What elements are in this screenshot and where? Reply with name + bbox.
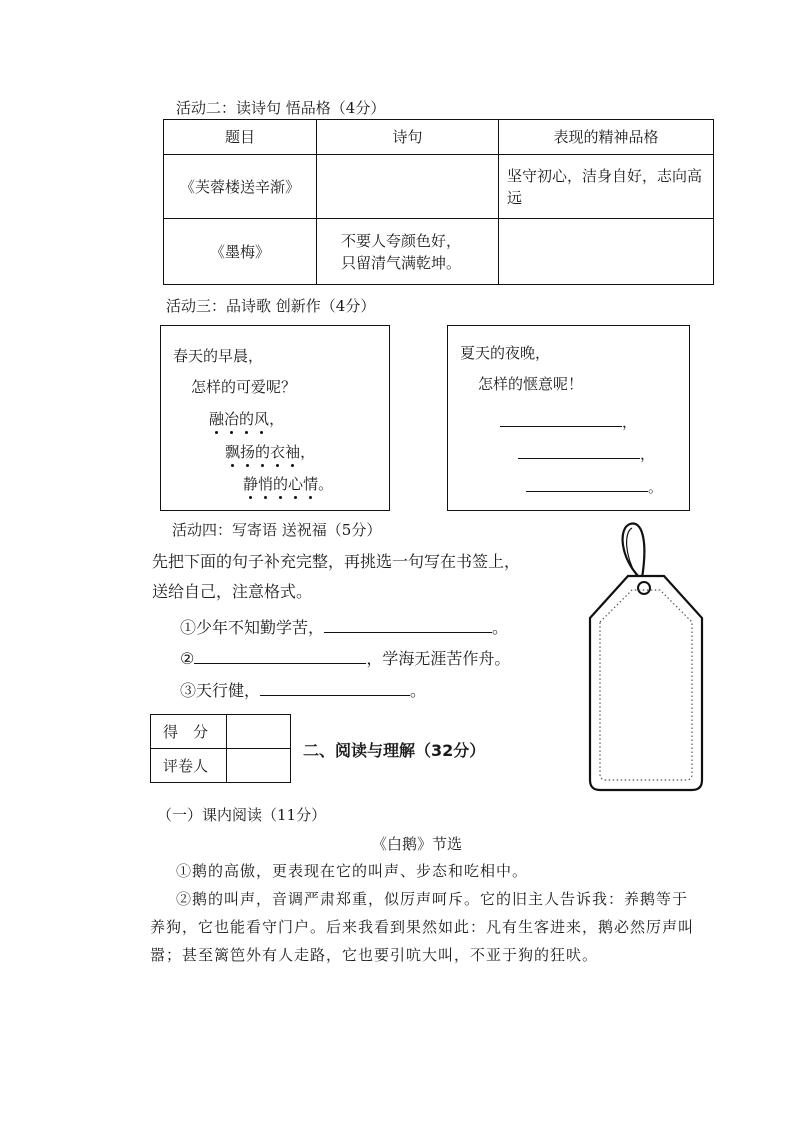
row1-quality: 坚守初心，洁身自好，志向高远 <box>499 155 714 219</box>
spring-line5: 静悄的心情。 <box>243 475 334 493</box>
bookmark-outline <box>590 576 702 790</box>
activity4-instruction-line1: 先把下面的句子补充完整，再挑选一句写在书签上， <box>152 552 521 571</box>
activity2-heading: 活动二：读诗句 悟品格（4分） <box>176 99 386 117</box>
item2-prefix: ② <box>180 649 195 668</box>
summer-end1: ， <box>622 413 638 431</box>
item3-prefix: ③天行健， <box>180 681 261 700</box>
item1-blank[interactable] <box>324 616 492 633</box>
header-verse: 诗句 <box>317 120 499 155</box>
activity3-heading: 活动三：品诗歌 创新作（4分） <box>166 297 376 315</box>
passage-p2-line2: 养狗，它也能看守门户。后来我看到果然如此：凡有生客进来，鹅必然厉声叫 <box>150 918 695 936</box>
summer-poem-box <box>447 325 690 511</box>
poem-quality-table <box>163 119 714 285</box>
score-box <box>150 714 291 783</box>
section2-title: 二、阅读与理解（32分） <box>303 741 486 760</box>
spring-line4: 飘扬的衣袖， <box>225 443 316 461</box>
row2-verse-line1: 不要人夸颜色好， <box>341 231 462 250</box>
activity4-heading: 活动四：写寄语 送祝福（5分） <box>172 521 382 539</box>
item1-prefix: ①少年不知勤学苦， <box>180 618 325 637</box>
passage-p1: ①鹅的高傲，更表现在它的叫声、步态和吃相中。 <box>176 862 529 880</box>
item1-suffix: 。 <box>492 618 509 637</box>
passage-title: 《白鹅》节选 <box>372 835 463 853</box>
spring-line1: 春天的早晨， <box>173 347 264 365</box>
item2-suffix: ，学海无涯苦作舟。 <box>366 649 511 668</box>
row1-verse-answer[interactable] <box>317 155 499 219</box>
summer-blank-line3[interactable] <box>526 475 663 497</box>
summer-blank-line1[interactable] <box>500 410 637 432</box>
score-label: 得 分 <box>151 715 227 749</box>
spring-line3: 融冶的风， <box>209 410 285 428</box>
score-value-cell[interactable] <box>227 715 291 749</box>
part1-heading: （一）课内阅读（11分） <box>157 806 327 824</box>
passage-p2-line3: 嚣；甚至篱笆外有人走路，它也要引吭大叫，不亚于狗的狂吠。 <box>150 946 599 964</box>
summer-end2: ， <box>640 445 656 463</box>
row2-quality-answer[interactable] <box>499 219 714 285</box>
summer-blank2[interactable] <box>518 442 640 459</box>
motto-item2 <box>180 647 510 670</box>
activity4-instruction-line2: 送给自己，注意格式。 <box>152 582 313 601</box>
row2-verse-line2: 只留清气满乾坤。 <box>341 253 462 272</box>
header-title: 题目 <box>164 120 317 155</box>
spring-line2: 怎样的可爱呢？ <box>191 378 297 396</box>
grader-value-cell[interactable] <box>227 749 291 783</box>
summer-blank-line2[interactable] <box>518 442 655 464</box>
item2-blank[interactable] <box>194 647 366 664</box>
item3-blank[interactable] <box>260 679 410 696</box>
bookmark-hole <box>638 582 650 594</box>
bookmark-illustration[interactable] <box>580 518 712 794</box>
summer-line1: 夏天的夜晚， <box>460 344 551 362</box>
summer-line2: 怎样的惬意呢！ <box>478 375 584 393</box>
item3-suffix: 。 <box>410 681 427 700</box>
row1-title: 《芙蓉楼送辛渐》 <box>164 155 317 219</box>
grader-label: 评卷人 <box>151 749 227 783</box>
row2-title: 《墨梅》 <box>164 219 317 285</box>
passage-p2-line1: ②鹅的叫声，音调严肃郑重，似厉声呵斥。它的旧主人告诉我：养鹅等于 <box>176 890 689 908</box>
motto-item1 <box>180 616 508 639</box>
summer-end3: 。 <box>648 478 664 496</box>
header-quality: 表现的精神品格 <box>499 120 714 155</box>
summer-blank1[interactable] <box>500 410 622 427</box>
summer-blank3[interactable] <box>526 475 648 492</box>
row2-verse <box>317 219 499 285</box>
motto-item3 <box>180 679 426 702</box>
spring-poem-box <box>160 325 390 511</box>
